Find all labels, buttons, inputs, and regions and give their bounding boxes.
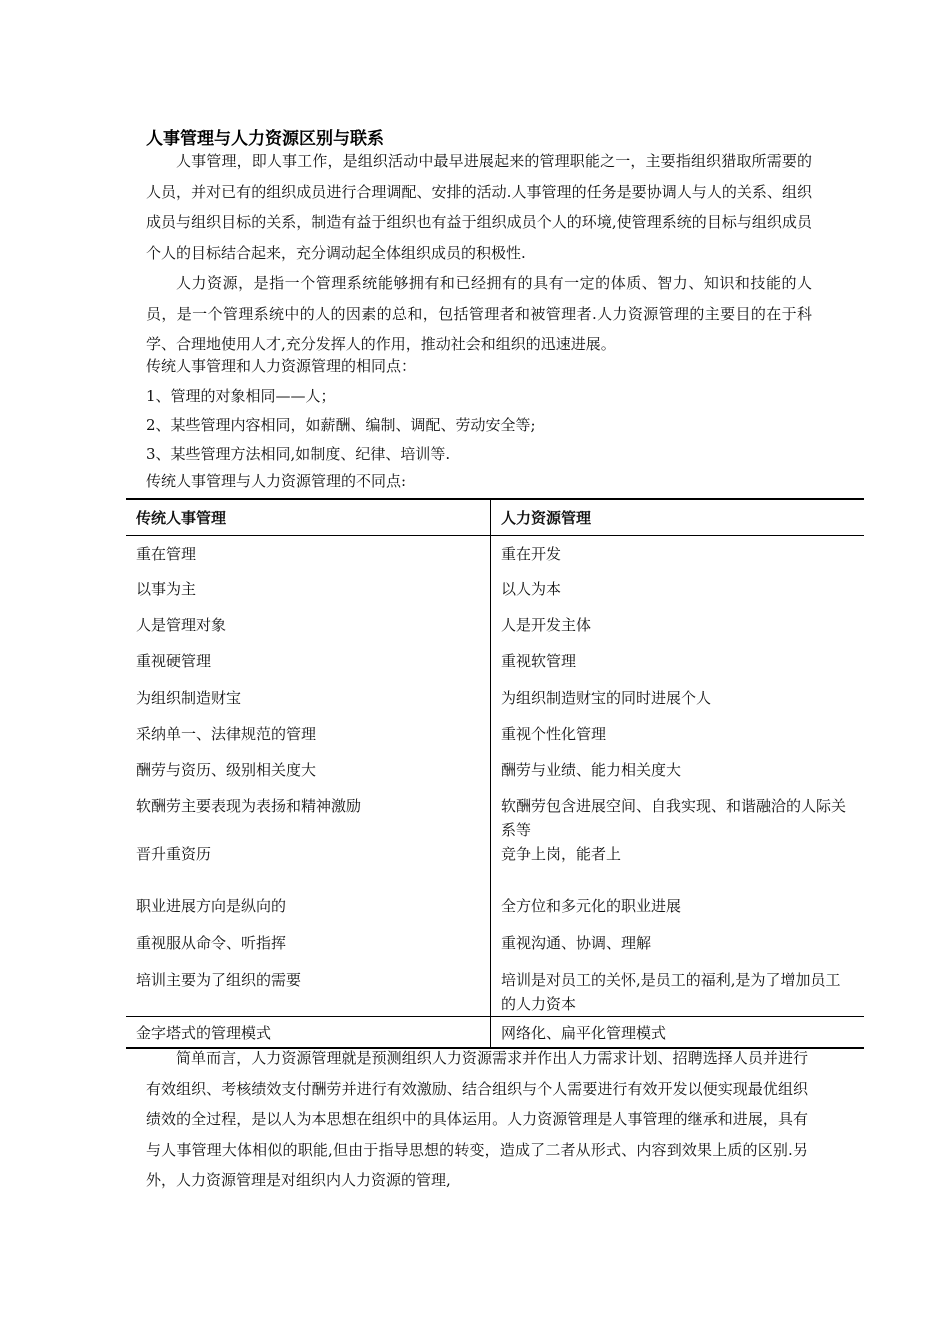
- table-cell: 重视服从命令、听指挥: [126, 925, 491, 962]
- table-cell: 职业进展方向是纵向的: [126, 888, 491, 925]
- table-cell: 金字塔式的管理模式: [126, 1016, 491, 1048]
- same-point-item: 1、管理的对象相同——人；: [146, 387, 336, 405]
- table-row: [126, 716, 864, 752]
- table-cell: 软酬劳主要表现为表扬和精神激励: [126, 788, 491, 842]
- table-cell: 采纳单一、法律规范的管理: [126, 716, 491, 752]
- column-header-hrm: 人力资源管理: [491, 499, 865, 536]
- paragraph-text: 人事管理，即人事工作，是组织活动中最早进展起来的管理职能之一，主要指组织猎取所需要的人员，并对已有的组织成员进行合理调配、安排的活动.人事管理的任务是要协调人与人的关系、组织成员与组织目标的关系，制造有益于组织也有益于组织成员个人的环境,使管理系统的目标与组织成员个人的目标结合起来，充分调动起全体组织成员的积极性.: [146, 152, 812, 262]
- table-cell: 以人为本: [501, 579, 562, 598]
- table-cell: 重视个性化管理: [501, 724, 607, 743]
- table-cell: 酬劳与业绩、能力相关度大: [501, 760, 682, 779]
- table-cell: 酬劳与资历、级别相关度大: [126, 752, 491, 788]
- table-cell: 人是开发主体: [501, 615, 592, 634]
- table-row: [126, 571, 864, 607]
- table-cell: 竞争上岗，能者上: [501, 844, 622, 863]
- table-row: [126, 536, 864, 571]
- table-row: [126, 680, 864, 716]
- table-row: [126, 888, 864, 925]
- document-title: 人事管理与人力资源区别与联系: [146, 129, 384, 149]
- table-cell: 重在开发: [501, 545, 562, 563]
- paragraph-personnel-management: [146, 146, 812, 268]
- table-row: [126, 842, 864, 888]
- table-row: [126, 788, 864, 842]
- table-header-row: [126, 499, 864, 536]
- table-row: [126, 752, 864, 788]
- paragraph-text: 人力资源，是指一个管理系统能够拥有和已经拥有的具有一定的体质、智力、知识和技能的人员，是一个管理系统中的人的因素的总和，包括管理者和被管理者.人力资源管理的主要目的在于科学、合理地使用人才,充分发挥人的作用，推动社会和组织的迅速进展。: [146, 274, 812, 353]
- comparison-table: [126, 498, 864, 1049]
- paragraph-summary: 简单而言，人力资源管理就是预测组织人力资源需求并作出人力需求计划、招聘选择人员并进行有效组织、考核绩效支付酬劳并进行有效激励、结合组织与个人需要进行有效开发以便实现最优组织绩效的全过程，是以人为本思想在组织中的具体运用。人力资源管理是人事管理的继承和进展，具有与人事管理大体相似的职能,但由于指导思想的转变，造成了二者从形式、内容到效果上质的区别.另外，人力资源管理是对组织内人力资源的管理,: [146, 1049, 808, 1189]
- same-point-item: 3、某些管理方法相同,如制度、纪律、培训等.: [146, 445, 451, 463]
- same-points-heading: 传统人事管理和人力资源管理的相同点：: [146, 357, 417, 375]
- table-cell: 重视硬管理: [126, 643, 491, 680]
- table-cell: 以事为主: [126, 571, 491, 607]
- table-row: [126, 643, 864, 680]
- table-cell: 软酬劳包含进展空间、自我实现、和谐融洽的人际关系等: [501, 796, 847, 839]
- table-row: [126, 607, 864, 643]
- table-cell: 晋升重资历: [126, 842, 491, 888]
- column-header-traditional: 传统人事管理: [126, 499, 491, 536]
- table-cell: 全方位和多元化的职业进展: [501, 896, 682, 915]
- paragraph-human-resources: [146, 268, 812, 360]
- table-cell: 重视软管理: [501, 651, 577, 670]
- table-cell: 网络化、扁平化管理模式: [491, 1016, 865, 1048]
- table-row: [126, 925, 864, 962]
- table-cell: 为组织制造财宝的同时进展个人: [501, 688, 712, 707]
- same-point-item: 2、某些管理内容相同，如薪酬、编制、调配、劳动安全等;: [146, 416, 536, 434]
- table-cell: 重在管理: [126, 536, 491, 571]
- table-cell: 培训是对员工的关怀,是员工的福利,是为了增加员工的人力资本: [501, 970, 841, 1013]
- table-row: [126, 962, 864, 1017]
- table-cell: 培训主要为了组织的需要: [126, 962, 491, 1017]
- table-cell: 为组织制造财宝: [126, 680, 491, 716]
- diff-points-heading: 传统人事管理与人力资源管理的不同点:: [146, 472, 407, 490]
- table-cell: 人是管理对象: [126, 607, 491, 643]
- table-cell: 重视沟通、协调、理解: [501, 933, 652, 952]
